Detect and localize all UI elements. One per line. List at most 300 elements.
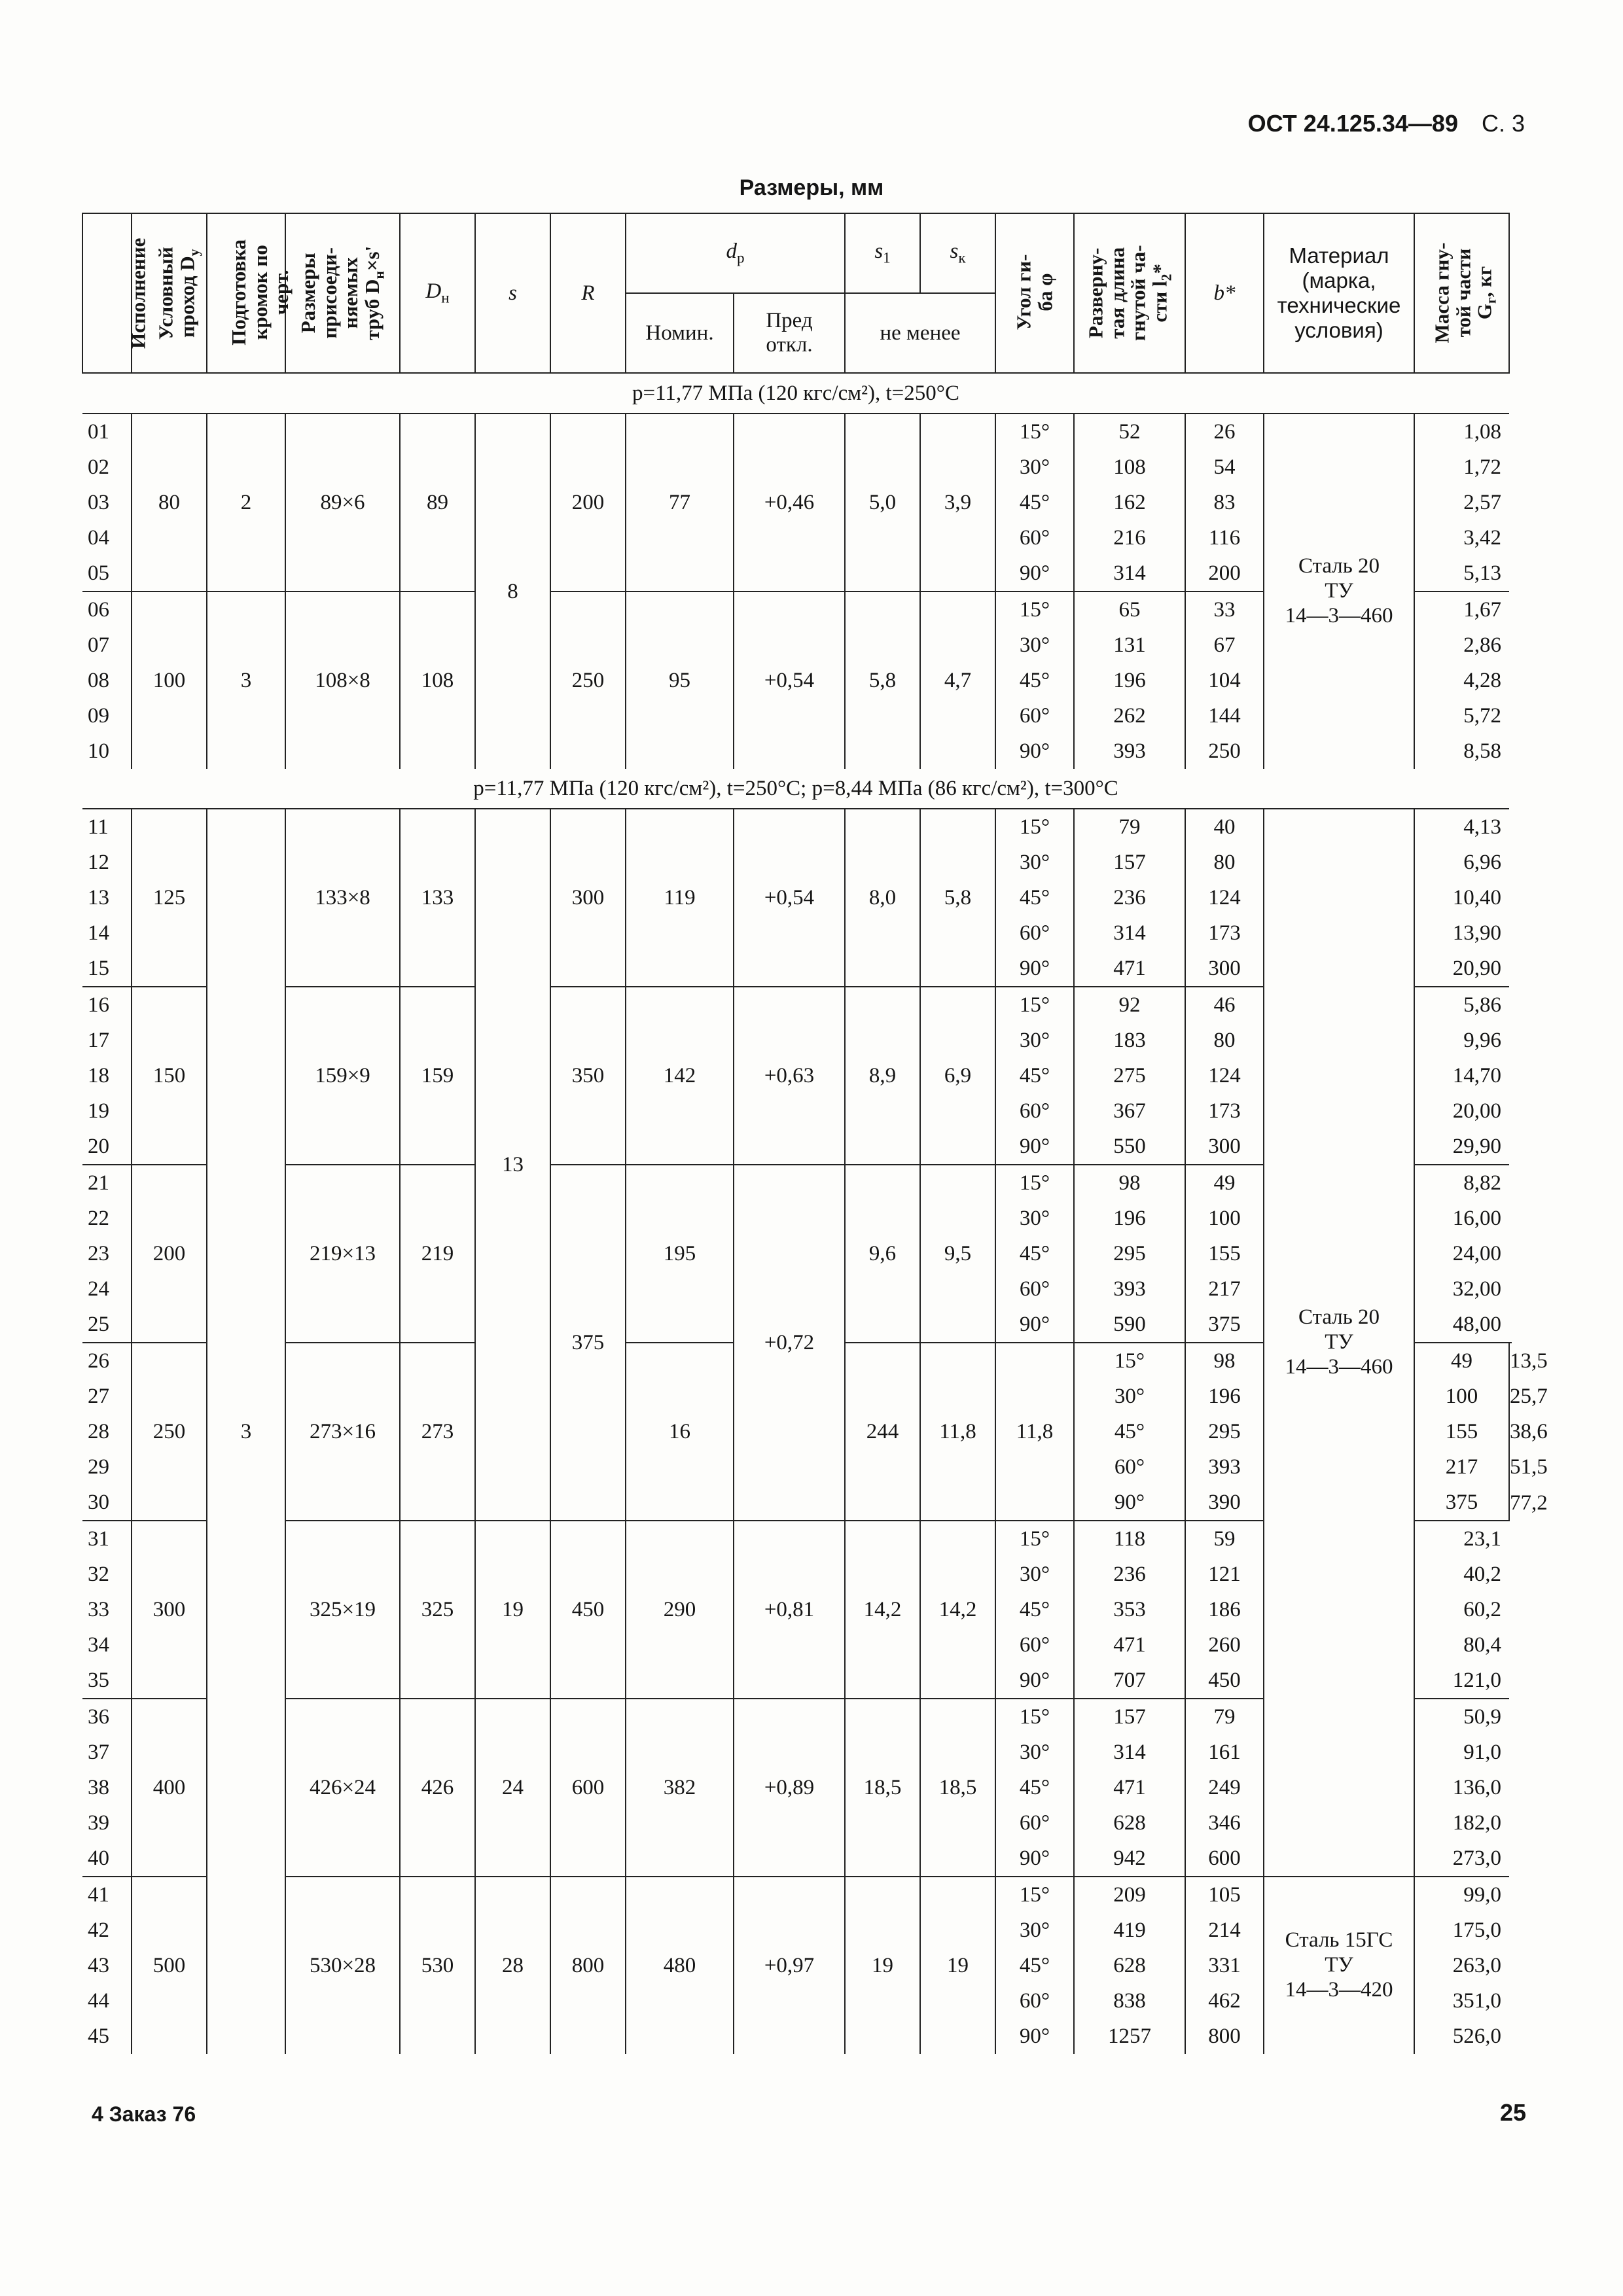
order-number: 4 Заказ 76 [92, 2102, 196, 2126]
dp-dev-cell: +0,89 [734, 1699, 845, 1877]
dy-cell: 250 [132, 1343, 207, 1521]
b-cell: 300 [1185, 951, 1264, 987]
b-cell: 300 [1185, 1129, 1264, 1165]
r-cell: 450 [550, 1521, 626, 1699]
col-s: s [475, 213, 550, 373]
variant-cell: 20 [82, 1129, 132, 1165]
angle-cell: 45° [995, 1948, 1074, 1983]
length-cell: 314 [1074, 556, 1185, 592]
mass-cell: 1,08 [1414, 414, 1509, 450]
variant-cell: 34 [82, 1627, 132, 1663]
page-label: С. 3 [1481, 110, 1525, 137]
col-s1: $s_1$ [845, 213, 920, 293]
variant-cell: 14 [82, 915, 132, 951]
table-row [82, 1877, 1512, 1913]
length-cell: 471 [1074, 1770, 1185, 1805]
length-cell: 98 [1185, 1343, 1264, 1379]
sk-cell: 19 [920, 1877, 995, 2054]
angle-cell: 90° [995, 556, 1074, 592]
mass-cell: 273,0 [1414, 1841, 1509, 1877]
variant-cell: 27 [82, 1379, 132, 1414]
angle-cell: 15° [995, 809, 1074, 845]
s1-cell: 14,2 [845, 1521, 920, 1699]
sk-cell: 4,7 [920, 592, 995, 769]
variant-cell: 31 [82, 1521, 132, 1557]
b-cell: 49 [1185, 1165, 1264, 1201]
dn-cell: 530 [400, 1877, 475, 2054]
b-cell: 124 [1185, 1058, 1264, 1093]
mass-cell: 14,70 [1414, 1058, 1509, 1093]
angle-cell: 15° [995, 987, 1074, 1023]
length-cell: 353 [1074, 1592, 1185, 1627]
b-cell: 83 [1185, 485, 1264, 520]
angle-cell: 30° [995, 1913, 1074, 1948]
length-cell: 393 [1185, 1449, 1264, 1485]
pipe-cell: 89×6 [285, 414, 400, 592]
length-cell: 590 [1074, 1307, 1185, 1343]
mass-cell: 136,0 [1414, 1770, 1509, 1805]
mass-cell: 182,0 [1414, 1805, 1509, 1841]
angle-cell: 15° [995, 1699, 1074, 1735]
b-cell: 217 [1414, 1449, 1509, 1485]
variant-cell: 18 [82, 1058, 132, 1093]
mass-cell: 2,86 [1414, 627, 1509, 663]
angle-cell: 30° [995, 1735, 1074, 1770]
variant-cell: 39 [82, 1805, 132, 1841]
variant-cell: 26 [82, 1343, 132, 1379]
mass-cell: 16,00 [1414, 1201, 1509, 1236]
variant-cell: 42 [82, 1913, 132, 1948]
angle-cell: 60° [995, 1093, 1074, 1129]
angle-cell: 45° [995, 485, 1074, 520]
angle-cell: 30° [995, 1201, 1074, 1236]
dp-nom-cell: 77 [626, 414, 734, 592]
col-ispolnenie: Исполнение [82, 213, 132, 373]
b-cell: 116 [1185, 520, 1264, 556]
pipe-cell: 530×28 [285, 1877, 400, 2054]
s-cell: 19 [475, 1521, 550, 1699]
angle-cell: 90° [995, 733, 1074, 769]
mass-cell: 5,72 [1414, 698, 1509, 733]
b-cell: 260 [1185, 1627, 1264, 1663]
angle-cell: 15° [995, 1165, 1074, 1201]
angle-cell: 60° [995, 698, 1074, 733]
material-cell: Сталь 20 ТУ 14—3—460 [1264, 809, 1414, 1877]
variant-cell: 33 [82, 1592, 132, 1627]
length-cell: 295 [1185, 1414, 1264, 1449]
angle-cell: 15° [995, 1521, 1074, 1557]
variant-cell: 41 [82, 1877, 132, 1913]
prep-cell: 3 [207, 592, 285, 769]
mass-cell: 60,2 [1414, 1592, 1509, 1627]
dp-nom-cell: 119 [626, 809, 734, 987]
dp-nom-cell: 95 [626, 592, 734, 769]
b-cell: 54 [1185, 450, 1264, 485]
dy-cell: 150 [132, 987, 207, 1165]
b-cell: 375 [1414, 1485, 1509, 1521]
sk-cell: 6,9 [920, 987, 995, 1165]
col-dp-nom: Номин. [626, 293, 734, 373]
angle-cell: 45° [995, 1592, 1074, 1627]
b-cell: 200 [1185, 556, 1264, 592]
angle-cell: 90° [995, 2019, 1074, 2054]
angle-cell: 90° [995, 1307, 1074, 1343]
pipe-cell: 159×9 [285, 987, 400, 1165]
mass-cell: 5,86 [1414, 987, 1509, 1023]
sk-cell: 11,8 [995, 1343, 1074, 1521]
mass-cell: 8,82 [1414, 1165, 1509, 1201]
length-cell: 419 [1074, 1913, 1185, 1948]
dn-cell: 108 [400, 592, 475, 769]
length-cell: 216 [1074, 520, 1185, 556]
angle-cell: 45° [995, 1058, 1074, 1093]
prep-cell: 2 [207, 414, 285, 592]
b-cell: 26 [1185, 414, 1264, 450]
b-cell: 49 [1414, 1343, 1509, 1379]
length-cell: 209 [1074, 1877, 1185, 1913]
length-cell: 52 [1074, 414, 1185, 450]
angle-cell: 45° [995, 880, 1074, 915]
s1-cell: 8,9 [845, 987, 920, 1165]
length-cell: 196 [1185, 1379, 1264, 1414]
angle-cell: 60° [995, 520, 1074, 556]
mass-cell: 1,72 [1414, 450, 1509, 485]
pipe-cell: 426×24 [285, 1699, 400, 1877]
angle-cell: 60° [995, 915, 1074, 951]
mass-cell: 24,00 [1414, 1236, 1509, 1271]
variant-cell: 09 [82, 698, 132, 733]
angle-cell: 90° [995, 1129, 1074, 1165]
length-cell: 314 [1074, 915, 1185, 951]
length-cell: 79 [1074, 809, 1185, 845]
col-s-note: не менее [845, 293, 995, 373]
dp-dev-cell: +0,63 [734, 987, 845, 1165]
mass-cell: 351,0 [1414, 1983, 1509, 2019]
material-cell: Сталь 15ГС ТУ 14—3—420 [1264, 1877, 1414, 2054]
b-cell: 462 [1185, 1983, 1264, 2019]
mass-cell: 175,0 [1414, 1913, 1509, 1948]
variant-cell: 04 [82, 520, 132, 556]
angle-cell: 15° [995, 1877, 1074, 1913]
variant-cell: 21 [82, 1165, 132, 1201]
r-cell: 375 [550, 1165, 626, 1521]
dp-nom-cell: 244 [845, 1343, 920, 1521]
length-cell: 628 [1074, 1948, 1185, 1983]
table-row [82, 809, 1512, 845]
length-cell: 390 [1185, 1485, 1264, 1521]
r-cell: 350 [550, 987, 626, 1165]
s-cell: 13 [475, 809, 550, 1521]
s1-cell: 5,8 [845, 592, 920, 769]
mass-cell: 29,90 [1414, 1129, 1509, 1165]
b-cell: 104 [1185, 663, 1264, 698]
variant-cell: 30 [82, 1485, 132, 1521]
mass-cell: 5,13 [1414, 556, 1509, 592]
variant-cell: 23 [82, 1236, 132, 1271]
col-dy: Условный проход $D_у$ [132, 213, 207, 373]
angle-cell: 60° [995, 1271, 1074, 1307]
dn-cell: 273 [400, 1343, 475, 1521]
dp-dev-cell: +0,46 [734, 414, 845, 592]
b-cell: 217 [1185, 1271, 1264, 1307]
col-mass: Масса гну- той части $G_г$, кг [1414, 213, 1509, 373]
mass-cell: 10,40 [1414, 880, 1509, 915]
s-cell: 16 [626, 1343, 734, 1521]
variant-cell: 05 [82, 556, 132, 592]
dn-cell: 159 [400, 987, 475, 1165]
length-cell: 131 [1074, 627, 1185, 663]
dp-nom-cell: 480 [626, 1877, 734, 2054]
mass-cell: 263,0 [1414, 1948, 1509, 1983]
dy-cell: 200 [132, 1165, 207, 1343]
b-cell: 155 [1414, 1414, 1509, 1449]
variant-cell: 44 [82, 1983, 132, 2019]
col-sk: $s_к$ [920, 213, 995, 293]
angle-cell: 90° [995, 951, 1074, 987]
mass-cell: 13,5 [1509, 1343, 1512, 1379]
sk-cell: 3,9 [920, 414, 995, 592]
variant-cell: 22 [82, 1201, 132, 1236]
length-cell: 295 [1074, 1236, 1185, 1271]
length-cell: 98 [1074, 1165, 1185, 1201]
b-cell: 249 [1185, 1770, 1264, 1805]
angle-cell: 30° [995, 1023, 1074, 1058]
mass-cell: 51,5 [1509, 1449, 1512, 1485]
dp-nom-cell: 142 [626, 987, 734, 1165]
length-cell: 393 [1074, 1271, 1185, 1307]
r-cell: 250 [550, 592, 626, 769]
length-cell: 550 [1074, 1129, 1185, 1165]
length-cell: 314 [1074, 1735, 1185, 1770]
s1-cell: 9,6 [845, 1165, 920, 1343]
b-cell: 161 [1185, 1735, 1264, 1770]
col-length: Разверну- тая длина гнутой ча- сти $l_2*$ [1074, 213, 1185, 373]
b-cell: 186 [1185, 1592, 1264, 1627]
col-dn: $D_н$ [400, 213, 475, 373]
b-cell: 100 [1414, 1379, 1509, 1414]
mass-cell: 80,4 [1414, 1627, 1509, 1663]
page-number: 25 [1499, 2099, 1526, 2126]
length-cell: 838 [1074, 1983, 1185, 2019]
s-cell: 28 [475, 1877, 550, 2054]
variant-cell: 11 [82, 809, 132, 845]
col-pipes: Размеры присоеди- няемых труб $D_н\times s'$ [285, 213, 400, 373]
dn-cell: 133 [400, 809, 475, 987]
variant-cell: 06 [82, 592, 132, 627]
dy-cell: 80 [132, 414, 207, 592]
length-cell: 471 [1074, 1627, 1185, 1663]
b-cell: 800 [1185, 2019, 1264, 2054]
mass-cell: 40,2 [1414, 1557, 1509, 1592]
length-cell: 262 [1074, 698, 1185, 733]
length-cell: 196 [1074, 1201, 1185, 1236]
dp-dev-cell: +0,81 [734, 1521, 845, 1699]
table-header [82, 213, 1512, 373]
dn-cell: 426 [400, 1699, 475, 1877]
mass-cell: 526,0 [1414, 2019, 1509, 2054]
dy-cell: 100 [132, 592, 207, 769]
mass-cell: 99,0 [1414, 1877, 1509, 1913]
variant-cell: 10 [82, 733, 132, 769]
variant-cell: 28 [82, 1414, 132, 1449]
angle-cell: 60° [995, 1805, 1074, 1841]
mass-cell: 48,00 [1414, 1307, 1509, 1343]
angle-cell: 15° [995, 592, 1074, 627]
s1-cell: 19 [845, 1877, 920, 2054]
mass-cell: 38,6 [1509, 1414, 1512, 1449]
length-cell: 196 [1074, 663, 1185, 698]
mass-cell: 20,00 [1414, 1093, 1509, 1129]
variant-cell: 08 [82, 663, 132, 698]
col-dp-dev: Пред откл. [734, 293, 845, 373]
dy-cell: 300 [132, 1521, 207, 1699]
pipe-cell: 133×8 [285, 809, 400, 987]
angle-cell: 30° [995, 1557, 1074, 1592]
dn-cell: 325 [400, 1521, 475, 1699]
s1-cell: 18,5 [845, 1699, 920, 1877]
mass-cell: 25,7 [1509, 1379, 1512, 1414]
length-cell: 65 [1074, 592, 1185, 627]
variant-cell: 19 [82, 1093, 132, 1129]
length-cell: 236 [1074, 880, 1185, 915]
material-cell: Сталь 20 ТУ 14—3—460 [1264, 414, 1414, 769]
mass-cell: 23,1 [1414, 1521, 1509, 1557]
s1-cell: 11,8 [920, 1343, 995, 1521]
variant-cell: 29 [82, 1449, 132, 1485]
pipe-cell: 325×19 [285, 1521, 400, 1699]
length-cell: 628 [1074, 1805, 1185, 1841]
r-cell: 600 [550, 1699, 626, 1877]
angle-cell: 15° [1074, 1343, 1185, 1379]
mass-cell: 13,90 [1414, 915, 1509, 951]
b-cell: 124 [1185, 880, 1264, 915]
b-cell: 79 [1185, 1699, 1264, 1735]
variant-cell: 40 [82, 1841, 132, 1877]
b-cell: 100 [1185, 1201, 1264, 1236]
angle-cell: 60° [1074, 1449, 1185, 1485]
mass-cell: 2,57 [1414, 485, 1509, 520]
angle-cell: 15° [995, 414, 1074, 450]
variant-cell: 17 [82, 1023, 132, 1058]
b-cell: 67 [1185, 627, 1264, 663]
dp-dev-cell: +0,54 [734, 809, 845, 987]
angle-cell: 90° [1074, 1485, 1185, 1521]
length-cell: 236 [1074, 1557, 1185, 1592]
dp-nom-cell: 290 [626, 1521, 734, 1699]
condition-row: p=11,77 МПа (120 кгс/см²), t=250°С; p=8,44 МПа (86 кгс/см²), t=300°С [473, 777, 1118, 800]
col-prep: Подготовка кромок по черт. [207, 213, 285, 373]
b-cell: 375 [1185, 1307, 1264, 1343]
dy-cell: 500 [132, 1877, 207, 2054]
dp-dev-cell: +0,97 [734, 1877, 845, 2054]
pipe-cell: 108×8 [285, 592, 400, 769]
length-cell: 118 [1074, 1521, 1185, 1557]
dp-dev-cell: +0,72 [734, 1165, 845, 1521]
dimensions-table [82, 213, 1548, 2054]
mass-cell: 32,00 [1414, 1271, 1509, 1307]
length-cell: 275 [1074, 1058, 1185, 1093]
variant-cell: 13 [82, 880, 132, 915]
sk-cell: 18,5 [920, 1699, 995, 1877]
length-cell: 942 [1074, 1841, 1185, 1877]
variant-cell: 36 [82, 1699, 132, 1735]
b-cell: 144 [1185, 698, 1264, 733]
table-row [82, 414, 1512, 450]
variant-cell: 38 [82, 1770, 132, 1805]
table-body [82, 373, 1548, 2054]
r-cell: 200 [550, 414, 626, 592]
document-header [1248, 110, 1525, 137]
variant-cell: 07 [82, 627, 132, 663]
dy-cell: 125 [132, 809, 207, 987]
mass-cell: 9,96 [1414, 1023, 1509, 1058]
table-title: Размеры, мм [739, 175, 884, 200]
s1-cell: 8,0 [845, 809, 920, 987]
dn-cell: 89 [400, 414, 475, 592]
b-cell: 59 [1185, 1521, 1264, 1557]
prep-cell: 3 [207, 809, 285, 2054]
angle-cell: 45° [995, 1770, 1074, 1805]
variant-cell: 03 [82, 485, 132, 520]
b-cell: 33 [1185, 592, 1264, 627]
mass-cell: 6,96 [1414, 845, 1509, 880]
b-cell: 40 [1185, 809, 1264, 845]
variant-cell: 37 [82, 1735, 132, 1770]
length-cell: 471 [1074, 951, 1185, 987]
angle-cell: 90° [995, 1841, 1074, 1877]
angle-cell: 45° [995, 663, 1074, 698]
length-cell: 157 [1074, 1699, 1185, 1735]
col-r: R [550, 213, 626, 373]
sk-cell: 5,8 [920, 809, 995, 987]
length-cell: 157 [1074, 845, 1185, 880]
variant-cell: 24 [82, 1271, 132, 1307]
dy-cell: 400 [132, 1699, 207, 1877]
angle-cell: 60° [995, 1983, 1074, 2019]
s-cell: 24 [475, 1699, 550, 1877]
s1-cell: 5,0 [845, 414, 920, 592]
length-cell: 108 [1074, 450, 1185, 485]
b-cell: 331 [1185, 1948, 1264, 1983]
b-cell: 346 [1185, 1805, 1264, 1841]
col-angle: Угол ги- ба φ [995, 213, 1074, 373]
length-cell: 367 [1074, 1093, 1185, 1129]
col-dp: $d_р$ [626, 213, 845, 293]
dn-cell: 219 [400, 1165, 475, 1343]
variant-cell: 32 [82, 1557, 132, 1592]
variant-cell: 15 [82, 951, 132, 987]
mass-cell: 8,58 [1414, 733, 1509, 769]
angle-cell: 90° [995, 1663, 1074, 1699]
length-cell: 162 [1074, 485, 1185, 520]
b-cell: 600 [1185, 1841, 1264, 1877]
b-cell: 173 [1185, 915, 1264, 951]
angle-cell: 30° [995, 450, 1074, 485]
mass-cell: 4,28 [1414, 663, 1509, 698]
dp-nom-cell: 195 [626, 1165, 734, 1343]
mass-cell: 20,90 [1414, 951, 1509, 987]
length-cell: 183 [1074, 1023, 1185, 1058]
b-cell: 105 [1185, 1877, 1264, 1913]
b-cell: 250 [1185, 733, 1264, 769]
sk-cell: 9,5 [920, 1165, 995, 1343]
variant-cell: 12 [82, 845, 132, 880]
angle-cell: 30° [995, 845, 1074, 880]
mass-cell: 4,13 [1414, 809, 1509, 845]
mass-cell: 77,2 [1509, 1485, 1512, 1521]
col-material: Материал (марка, технические условия) [1264, 213, 1414, 373]
length-cell: 707 [1074, 1663, 1185, 1699]
